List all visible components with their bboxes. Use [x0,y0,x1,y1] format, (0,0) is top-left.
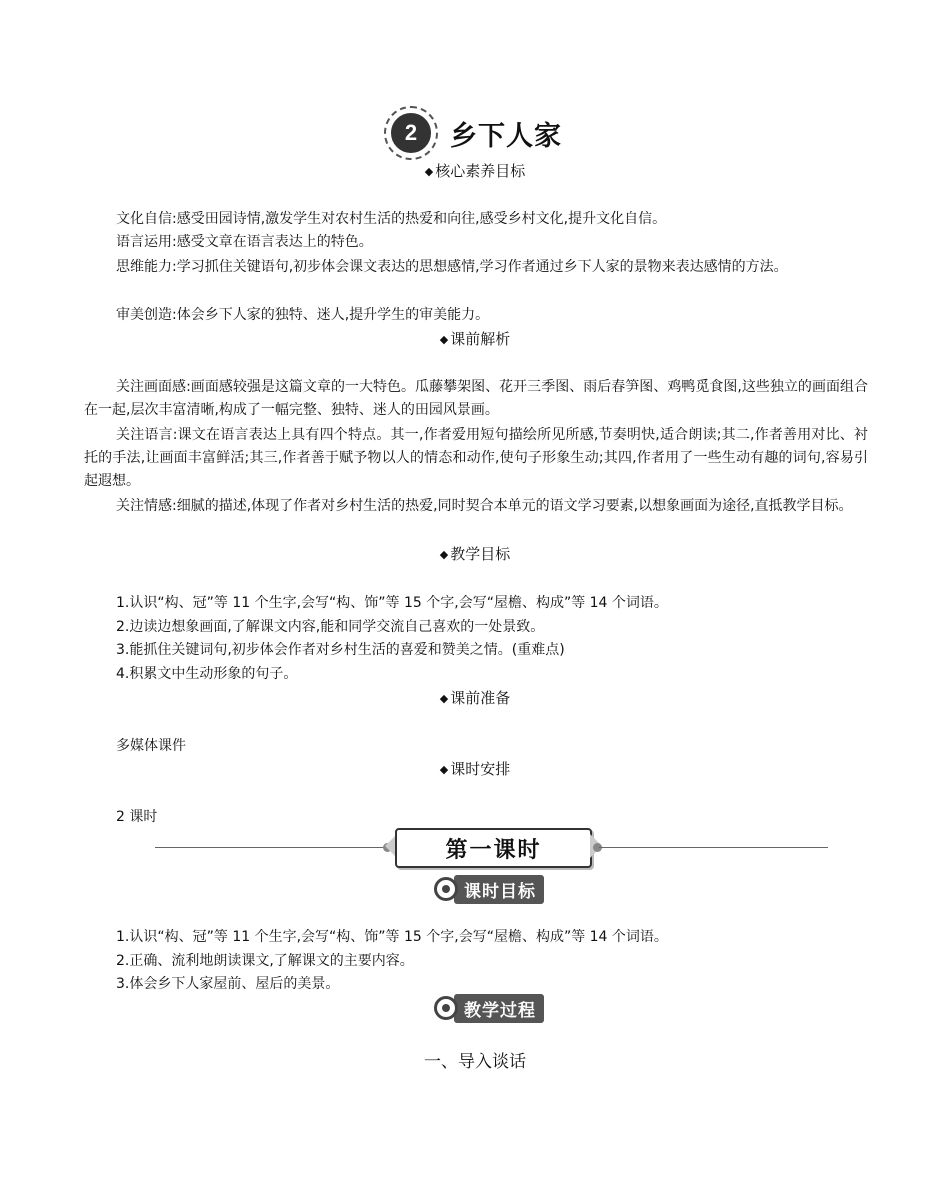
analysis-paragraph: 关注画面感:画面感较强是这篇文章的一大特色。瓜藤攀架图、花开三季图、雨后春笋图、鸡鸭觅食图,这些独立的画面组合在一起,层次丰富清晰,构成了一幅完整、独特、迷人的田园风景画。 [84,379,868,418]
step-heading: 一、导入谈话 [424,1052,526,1072]
teaching-goal-item: 2.边读边想象画面,了解课文内容,能和同学交流自己喜欢的一处景致。 [116,619,545,635]
section-schedule: ◆ 课时安排 [439,760,511,778]
target-icon [434,996,458,1020]
section-pre-analysis: ◆ 课前解析 [439,330,511,348]
core-goal-paragraph: 文化自信:感受田园诗情,激发学生对农村生活的热爱和向往,感受乡村文化,提升文化自信。 [116,211,667,227]
lesson-header [0,110,950,156]
target-icon [434,877,458,901]
teaching-goal-item: 3.能抓住关键词句,初步体会作者对乡村生活的喜爱和赞美之情。(重难点) [116,642,565,658]
teaching-goal-item: 1.认识“构、冠”等 11 个生字,会写“构、饰”等 15 个字,会写“屋檐、构成”等 14 个词语。 [116,595,668,611]
diamond-icon: ◆ [439,333,449,346]
lesson-goals-tag: 课时目标 [434,876,544,902]
core-goal-paragraph: 思维能力:学习抓住关键语句,初步体会课文表达的思想感情,学习作者通过乡下人家的景物来表达感情的方法。 [116,259,788,275]
diamond-icon: ◆ [439,692,449,705]
band-divider-right [599,847,828,848]
first-lesson-title: 第一课时 [395,828,592,868]
lesson-goal-item: 2.正确、流利地朗读课文,了解课文的主要内容。 [116,953,414,969]
lesson-goal-item: 3.体会乡下人家屋前、屋后的美景。 [116,976,340,992]
section-core-goals: ◆ 核心素养目标 [424,162,526,180]
schedule-text: 2 课时 [116,809,158,825]
analysis-paragraph: 关注语言:课文在语言表达上具有四个特点。其一,作者爱用短句描绘所见所感,节奏明快,适合朗读;其二,作者善用对比、衬托的手法,让画面丰富鲜活;其三,作者善于赋予物以人的情态和动作,使句子形象生动;其四,作者用了一些生动有趣的词句,容易引起遐想。 [84,427,868,489]
lesson-title: 乡下人家 [450,120,562,152]
teaching-process-tag: 教学过程 [434,995,544,1021]
lesson-goal-item: 1.认识“构、冠”等 11 个生字,会写“构、饰”等 15 个字,会写“屋檐、构成”等 14 个词语。 [116,929,668,945]
first-lesson-band [155,828,828,868]
section-teaching-goals: ◆ 教学目标 [439,545,511,563]
core-goal-paragraph: 语言运用:感受文章在语言表达上的特色。 [116,234,373,250]
lesson-number-badge: 2 [388,110,434,156]
diamond-icon: ◆ [424,165,434,178]
preparation-text: 多媒体课件 [116,738,186,754]
section-preparation: ◆ 课前准备 [439,689,511,707]
band-divider-left [155,847,387,848]
teaching-goal-item: 4.积累文中生动形象的句子。 [116,666,298,682]
analysis-paragraph: 关注情感:细腻的描述,体现了作者对乡村生活的热爱,同时契合本单元的语文学习要素,以想象画面为途径,直抵教学目标。 [116,498,853,514]
diamond-icon: ◆ [439,763,449,776]
diamond-icon: ◆ [439,548,449,561]
core-goal-paragraph: 审美创造:体会乡下人家的独特、迷人,提升学生的审美能力。 [116,307,490,323]
